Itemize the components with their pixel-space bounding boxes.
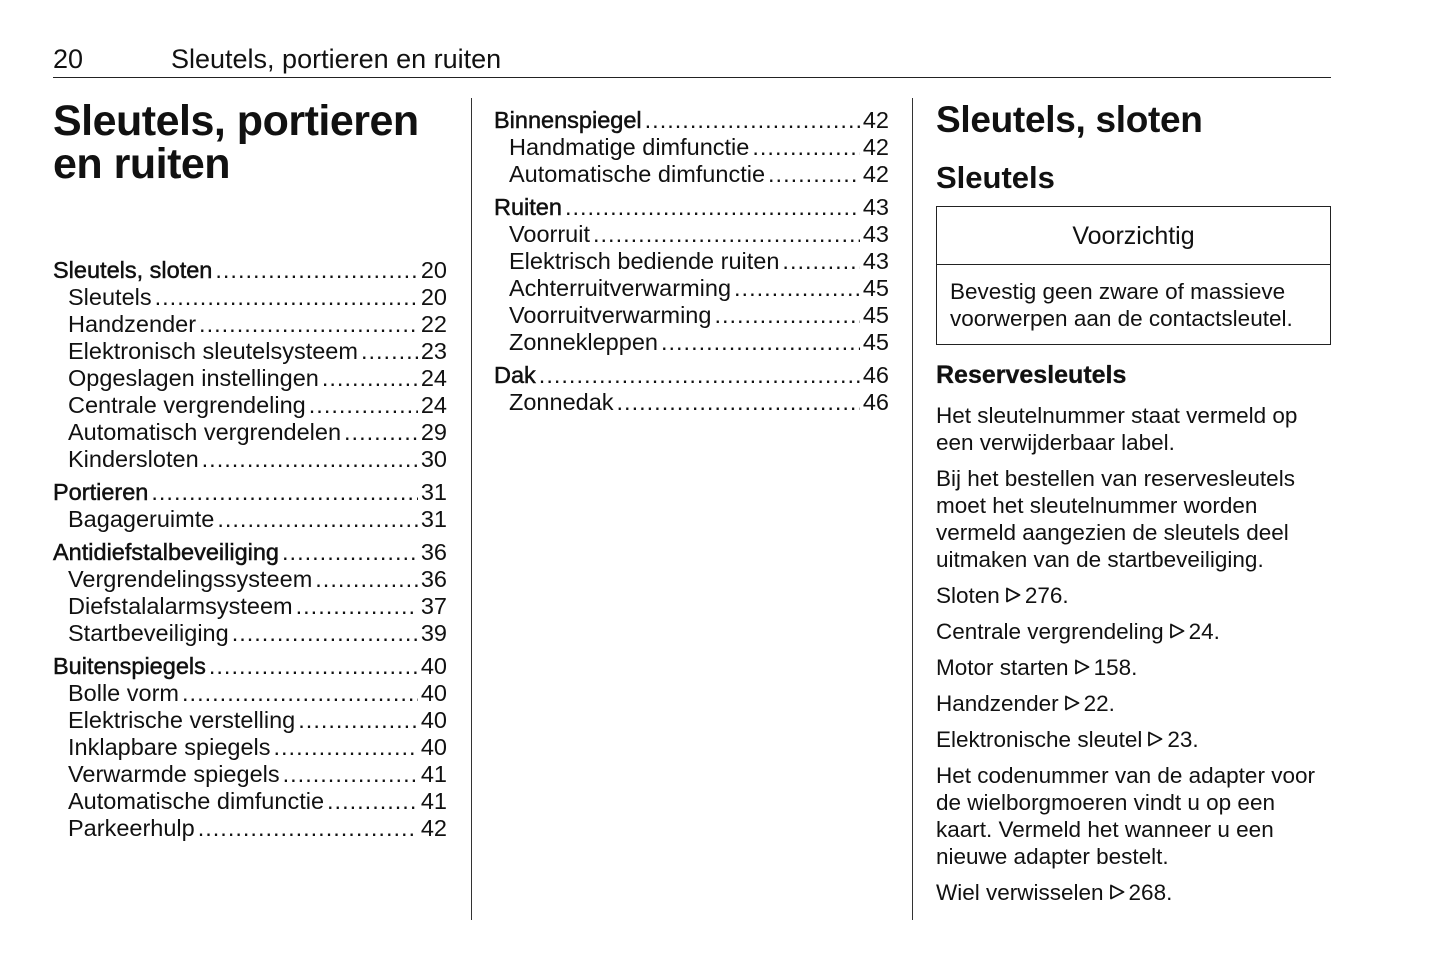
section-subtitle: Sleutels	[936, 160, 1055, 195]
toc-label: Voorruit	[509, 221, 590, 247]
toc-subentry[interactable]	[53, 566, 447, 593]
toc-page-number: 43	[862, 221, 889, 247]
toc-label: Portieren	[53, 479, 149, 505]
toc-leader-dots	[315, 566, 418, 593]
toc-label: Automatisch vergrendelen	[68, 419, 342, 445]
toc-label: Elektrische verstelling	[68, 707, 296, 733]
toc-label: Vergrendelingssysteem	[68, 566, 313, 592]
toc-label: Ruiten	[494, 194, 562, 220]
toc-label: Opgeslagen instellingen	[68, 365, 319, 391]
section-column	[936, 98, 1331, 906]
toc-subentry[interactable]	[53, 419, 447, 446]
section-title: Sleutels, sloten	[936, 99, 1203, 140]
toc-label: Handzender	[68, 311, 197, 337]
toc-group	[494, 362, 889, 416]
toc-leader-dots	[327, 788, 418, 815]
toc-subentry[interactable]	[494, 329, 889, 356]
toc-page-number: 46	[862, 362, 889, 388]
toc-subentry[interactable]	[53, 284, 447, 311]
toc-leader-dots	[782, 248, 859, 275]
toc-page-number: 31	[420, 479, 447, 505]
toc-page-number: 43	[862, 194, 889, 220]
toc-entry[interactable]	[53, 479, 447, 506]
toc-entry[interactable]	[53, 539, 447, 566]
paragraph-text: Het codenummer van de adapter voor de wielborgmoeren vindt u op een kaart. Vermeld het wanneer u een nieuwe adapter bestelt.	[936, 763, 1315, 869]
cross-reference[interactable]	[936, 582, 1331, 609]
toc-label: Verwarmde spiegels	[68, 761, 280, 787]
toc-leader-dots	[209, 653, 418, 680]
toc-subentry[interactable]	[53, 392, 447, 419]
toc-label: Elektronisch sleutelsysteem	[68, 338, 358, 364]
toc-page-number: 36	[420, 566, 447, 592]
toc-page-number: 31	[420, 506, 447, 532]
toc-page-number: 29	[420, 419, 447, 445]
reference-page-number: 268.	[1128, 880, 1173, 905]
reference-page-number: 22.	[1083, 691, 1115, 716]
toc-entry[interactable]	[494, 194, 889, 221]
toc-page-number: 24	[420, 365, 447, 391]
toc-page-number: 41	[420, 788, 447, 814]
table-of-contents	[53, 257, 447, 842]
caution-title: Voorzichtig	[937, 207, 1330, 265]
paragraph	[936, 762, 1331, 870]
toc-leader-dots	[202, 446, 418, 473]
toc-subentry[interactable]	[494, 302, 889, 329]
toc-label: Elektrisch bediende ruiten	[509, 248, 780, 274]
toc-label: Kindersloten	[68, 446, 199, 472]
toc-subentry[interactable]	[494, 389, 889, 416]
toc-leader-dots	[151, 479, 418, 506]
toc-label: Zonnedak	[509, 389, 614, 415]
toc-leader-dots	[155, 284, 418, 311]
toc-label: Binnenspiegel	[494, 107, 642, 133]
toc-page-number: 40	[420, 707, 447, 733]
toc-leader-dots	[539, 362, 860, 389]
toc-leader-dots	[198, 815, 418, 842]
toc-subentry[interactable]	[53, 593, 447, 620]
toc-page-number: 40	[420, 734, 447, 760]
toc-page-number: 45	[862, 275, 889, 301]
toc-leader-dots	[298, 707, 418, 734]
reference-page-number: 24.	[1188, 619, 1220, 644]
page-header	[53, 42, 1331, 78]
toc-subentry[interactable]	[53, 788, 447, 815]
paragraph	[936, 465, 1331, 573]
cross-reference[interactable]	[936, 618, 1331, 645]
toc-subentry[interactable]	[494, 248, 889, 275]
reference-arrow-icon	[1146, 727, 1164, 745]
paragraph-text: Het sleutelnummer staat vermeld op een verwijderbaar label.	[936, 403, 1298, 455]
toc-page-number: 45	[862, 329, 889, 355]
toc-leader-dots	[361, 338, 418, 365]
toc-leader-dots	[182, 680, 418, 707]
toc-label: Buitenspiegels	[53, 653, 206, 679]
toc-page-number: 41	[420, 761, 447, 787]
toc-leader-dots	[282, 539, 418, 566]
caution-box	[936, 206, 1331, 345]
toc-leader-dots	[274, 734, 418, 761]
toc-leader-dots	[617, 389, 860, 416]
toc-group	[494, 107, 889, 188]
toc-page-number: 43	[862, 248, 889, 274]
paragraph-text: Sloten	[936, 583, 1000, 608]
paragraph-text: Centrale vergrendeling	[936, 619, 1164, 644]
toc-entry[interactable]	[494, 107, 889, 134]
toc-label: Handmatige dimfunctie	[509, 134, 750, 160]
toc-subentry[interactable]	[53, 761, 447, 788]
toc-leader-dots	[232, 620, 418, 647]
toc-group	[53, 257, 447, 473]
toc-label: Antidiefstalbeveiliging	[53, 539, 280, 565]
toc-label: Automatische dimfunctie	[68, 788, 325, 814]
toc-page-number: 42	[862, 161, 889, 187]
toc-leader-dots	[344, 419, 418, 446]
toc-label: Parkeerhulp	[68, 815, 195, 841]
toc-leader-dots	[215, 257, 417, 284]
toc-group	[53, 539, 447, 647]
toc-leader-dots	[661, 329, 860, 356]
cross-reference[interactable]	[936, 654, 1331, 681]
toc-label: Inklapbare spiegels	[68, 734, 271, 760]
toc-subentry[interactable]	[53, 446, 447, 473]
chapter-title-line-2: en ruiten	[53, 140, 231, 188]
toc-leader-dots	[309, 392, 418, 419]
toc-subentry[interactable]	[53, 680, 447, 707]
toc-subentry[interactable]	[53, 365, 447, 392]
toc-label: Bolle vorm	[68, 680, 180, 706]
toc-page-number: 23	[420, 338, 447, 364]
reserve-keys-heading: Reservesleutels	[936, 361, 1127, 389]
toc-page-number: 46	[862, 389, 889, 415]
toc-subentry[interactable]	[53, 734, 447, 761]
table-of-contents-continued	[494, 107, 889, 416]
reference-arrow-icon	[1073, 655, 1091, 673]
toc-label: Zonnekleppen	[509, 329, 658, 355]
toc-entry[interactable]	[494, 362, 889, 389]
paragraph-text: Elektronische sleutel	[936, 727, 1143, 752]
cross-reference[interactable]	[936, 726, 1331, 753]
caution-text: Bevestig geen zware of massieve voorwerpen aan de contactsleutel.	[950, 279, 1293, 331]
reference-page-number: 23.	[1167, 727, 1199, 752]
toc-page-number: 45	[862, 302, 889, 328]
toc-leader-dots	[714, 302, 859, 329]
toc-column-1	[53, 97, 447, 848]
toc-entry[interactable]	[53, 653, 447, 680]
section-body	[936, 402, 1331, 906]
toc-subentry[interactable]	[53, 311, 447, 338]
toc-group	[494, 194, 889, 356]
toc-page-number: 42	[420, 815, 447, 841]
toc-subentry[interactable]	[494, 275, 889, 302]
toc-leader-dots	[752, 134, 860, 161]
toc-page-number: 30	[420, 446, 447, 472]
toc-label: Bagageruimte	[68, 506, 215, 532]
toc-page-number: 42	[862, 107, 889, 133]
toc-subentry[interactable]	[494, 134, 889, 161]
chapter-title	[53, 97, 447, 188]
page-number: 20	[53, 44, 84, 74]
reference-arrow-icon	[1168, 619, 1186, 637]
toc-label: Achterruitverwarming	[509, 275, 732, 301]
toc-label: Centrale vergrendeling	[68, 392, 306, 418]
chapter-title-line-1: Sleutels, portieren	[53, 97, 419, 145]
reference-page-number: 276.	[1024, 583, 1069, 608]
toc-subentry[interactable]	[53, 815, 447, 842]
toc-leader-dots	[296, 593, 418, 620]
toc-group	[53, 653, 447, 842]
toc-leader-dots	[734, 275, 860, 302]
toc-page-number: 37	[420, 593, 447, 619]
toc-leader-dots	[283, 761, 418, 788]
toc-page-number: 39	[420, 620, 447, 646]
toc-leader-dots	[645, 107, 860, 134]
toc-page-number: 20	[420, 284, 447, 310]
running-title: Sleutels, portieren en ruiten	[171, 44, 502, 74]
toc-group	[53, 479, 447, 533]
reference-page-number: 158.	[1093, 655, 1138, 680]
toc-label: Dak	[494, 362, 536, 388]
toc-leader-dots	[768, 161, 860, 188]
toc-label: Voorruitverwarming	[509, 302, 712, 328]
toc-page-number: 22	[420, 311, 447, 337]
column-divider-2	[912, 98, 913, 920]
paragraph-text: Motor starten	[936, 655, 1069, 680]
paragraph-text: Handzender	[936, 691, 1059, 716]
toc-leader-dots	[217, 506, 418, 533]
toc-entry[interactable]	[53, 257, 447, 284]
toc-leader-dots	[322, 365, 418, 392]
toc-subentry[interactable]	[494, 161, 889, 188]
toc-subentry[interactable]	[53, 338, 447, 365]
toc-leader-dots	[199, 311, 418, 338]
toc-leader-dots	[593, 221, 860, 248]
toc-subentry[interactable]	[53, 707, 447, 734]
toc-leader-dots	[565, 194, 860, 221]
toc-page-number: 24	[420, 392, 447, 418]
toc-page-number: 40	[420, 680, 447, 706]
toc-page-number: 42	[862, 134, 889, 160]
toc-label: Automatische dimfunctie	[509, 161, 766, 187]
toc-label: Sleutels, sloten	[53, 257, 213, 283]
paragraph-text: Bij het bestellen van reservesleutels moet het sleutelnummer worden vermeld aangezien de sleutels deel uitmaken van de startbeveiliging.	[936, 466, 1295, 572]
toc-label: Startbeveiliging	[68, 620, 229, 646]
toc-subentry[interactable]	[494, 221, 889, 248]
reference-arrow-icon	[1108, 880, 1126, 898]
toc-label: Sleutels	[68, 284, 152, 310]
cross-reference[interactable]	[936, 690, 1331, 717]
column-divider-1	[471, 98, 472, 920]
toc-subentry[interactable]	[53, 620, 447, 647]
cross-reference[interactable]	[936, 879, 1331, 906]
toc-page-number: 20	[420, 257, 447, 283]
reference-arrow-icon	[1004, 583, 1022, 601]
toc-subentry[interactable]	[53, 506, 447, 533]
toc-page-number: 40	[420, 653, 447, 679]
toc-label: Diefstalalarmsysteem	[68, 593, 293, 619]
reference-arrow-icon	[1063, 691, 1081, 709]
paragraph-text: Wiel verwisselen	[936, 880, 1104, 905]
toc-page-number: 36	[420, 539, 447, 565]
paragraph	[936, 402, 1331, 456]
toc-column-2	[494, 107, 889, 422]
